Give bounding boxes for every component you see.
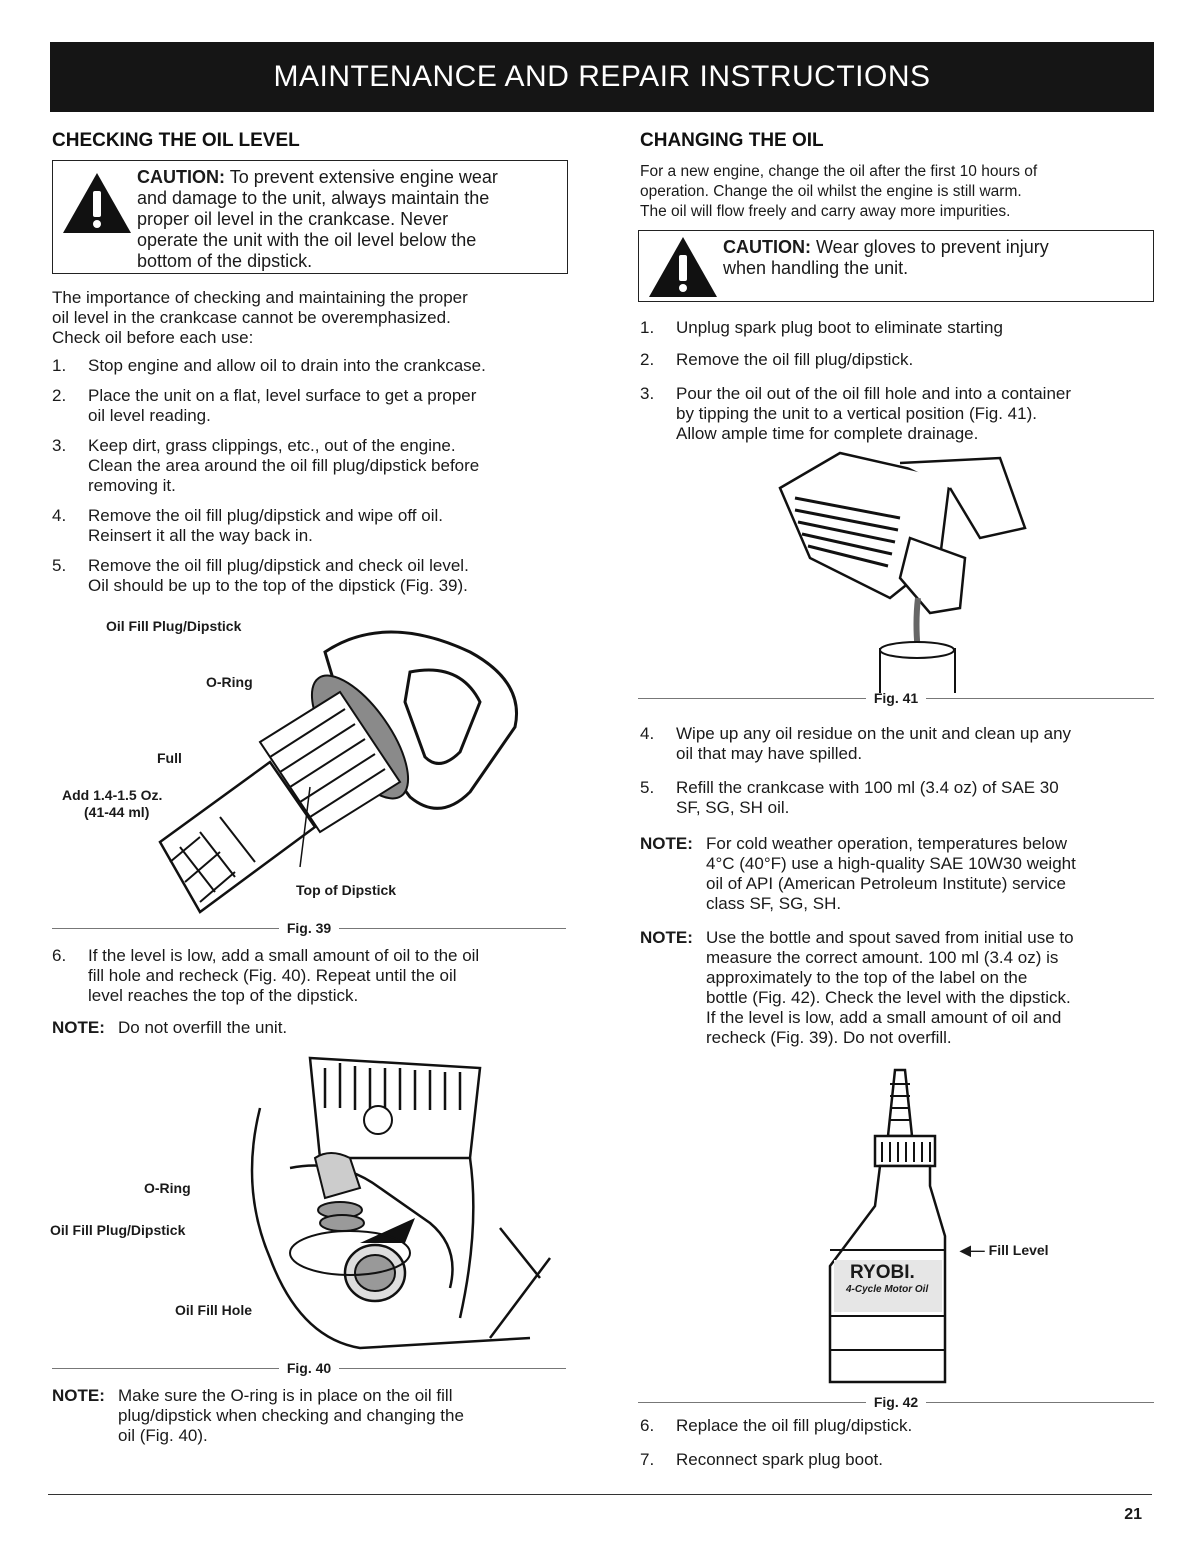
caution-line-2: and damage to the unit, always maintain the <box>137 188 490 208</box>
fig40-label-oring: O-Ring <box>144 1180 191 1196</box>
motor-oil-label: 4-Cycle Motor Oil <box>846 1284 929 1295</box>
page-number: 21 <box>1124 1506 1142 1523</box>
page-title: MAINTENANCE AND REPAIR INSTRUCTIONS <box>273 60 931 93</box>
fig40-oil-fill-illustration <box>230 1048 560 1358</box>
section-heading-changing-oil: CHANGING THE OIL <box>640 130 824 151</box>
fig40-label-hole: Oil Fill Hole <box>175 1302 253 1318</box>
list-item-step-1: 1. Stop engine and allow oil to drain into the crankcase. <box>52 356 486 375</box>
list-item-step-6: 6. If the level is low, add a small amount of oil to the oil fill hole and recheck (Fig. 40). Repeat until the oil level reaches the top of the dipstick. <box>52 946 480 1005</box>
fig39-label-plug: Oil Fill Plug/Dipstick <box>106 618 242 634</box>
changing-oil-intro: For a new engine, change the oil after the first 10 hours of operation. Change the oil whilst the engine is still warm. The oil will flow freely and carry away more impurities. <box>640 163 1038 220</box>
list-item-change-step-3: 3. Pour the oil out of the oil fill hole and into a container by tipping the unit to a vertical position (Fig. 41). Allow ample time for complete drainage. <box>640 384 1072 443</box>
caution-box-oil-level <box>52 160 568 274</box>
fig39-label-full: Full <box>157 750 182 766</box>
list-item-change-step-1: 1. Unplug spark plug boot to eliminate starting <box>640 318 1003 337</box>
fig39-label-add-ml: (41-44 ml) <box>84 804 150 820</box>
caution-line-1: CAUTION: To prevent extensive engine wear <box>137 167 498 187</box>
list-item-step-3: 3. Keep dirt, grass clippings, etc., out of the engine. Clean the area around the oil fill plug/dipstick before removing it. <box>52 436 480 495</box>
fig39-label-top: Top of Dipstick <box>296 882 397 898</box>
fig39-label-oring: O-Ring <box>206 674 253 690</box>
fig41-draining-illustration <box>750 448 1040 693</box>
fig40-caption: Fig. 40 <box>52 1360 566 1376</box>
note-oring-in-place: NOTE: Make sure the O-ring is in place on the oil fill plug/dipstick when checking and changing the oil (Fig. 40). <box>52 1386 464 1445</box>
fig42-bottle-illustration <box>820 1066 980 1384</box>
list-item-change-step-7: 7. Reconnect spark plug boot. <box>640 1450 883 1469</box>
fig39-caption: Fig. 39 <box>52 920 566 936</box>
list-item-change-step-4: 4. Wipe up any oil residue on the unit and clean up any oil that may have spilled. <box>640 724 1072 763</box>
fig42-label-fill-level: ◀— Fill Level <box>960 1242 1049 1258</box>
list-item-change-step-2: 2. Remove the oil fill plug/dipstick. <box>640 350 914 369</box>
warning-icon <box>61 171 133 235</box>
warning-icon <box>647 235 719 299</box>
caution-line-4: operate the unit with the oil level below the <box>137 230 477 250</box>
caution-line-3: proper oil level in the crankcase. Never <box>137 209 449 229</box>
list-item-step-5: 5. Remove the oil fill plug/dipstick and check oil level. Oil should be up to the top of the dipstick (Fig. 39). <box>52 556 469 595</box>
fig40-label-plug: Oil Fill Plug/Dipstick <box>50 1222 186 1238</box>
list-item-change-step-6: 6. Replace the oil fill plug/dipstick. <box>640 1416 913 1435</box>
footer-divider <box>48 1494 1152 1495</box>
fig39-dipstick-illustration <box>140 612 540 922</box>
fig41-caption: Fig. 41 <box>638 690 1154 706</box>
note-bottle-measure: NOTE: Use the bottle and spout saved from initial use to measure the correct amount. 100 ml (3.4 oz) is approximately to the top of the label on the bottle (Fig. 42). Check the level with the dipstick. If the level is low, add a small amount of oil and recheck (Fig. 39). Do not overfill. <box>640 928 1074 1047</box>
note-no-overfill: NOTE: Do not overfill the unit. <box>52 1018 288 1037</box>
list-item-step-2: 2. Place the unit on a flat, level surface to get a proper oil level reading. <box>52 386 477 425</box>
list-item-change-step-5: 5. Refill the crankcase with 100 ml (3.4 oz) of SAE 30 SF, SG, SH oil. <box>640 778 1059 817</box>
ryobi-brand-label: RYOBI. <box>850 1262 915 1283</box>
fig39-label-add-oz: Add 1.4-1.5 Oz. <box>62 787 163 803</box>
list-item-step-4: 4. Remove the oil fill plug/dipstick and wipe off oil. Reinsert it all the way back in. <box>52 506 443 545</box>
section-heading-checking-oil: CHECKING THE OIL LEVEL <box>52 130 300 151</box>
caution-line-5: bottom of the dipstick. <box>137 251 313 271</box>
page-banner <box>50 42 1154 112</box>
fig42-caption: Fig. 42 <box>638 1394 1154 1410</box>
caution-box-gloves <box>638 230 1154 302</box>
caution-gloves-line-1: CAUTION: Wear gloves to prevent injury <box>723 237 1049 257</box>
caution-gloves-line-2: when handling the unit. <box>723 258 909 278</box>
intro-paragraph: The importance of checking and maintaining the proper oil level in the crankcase cannot be overemphasized. Check oil before each use: <box>52 288 468 347</box>
note-cold-weather: NOTE: For cold weather operation, temperatures below 4°C (40°F) use a high-quality SAE 10W30 weight oil of API (American Petroleum Institute) service class SF, SG, SH. <box>640 834 1076 913</box>
